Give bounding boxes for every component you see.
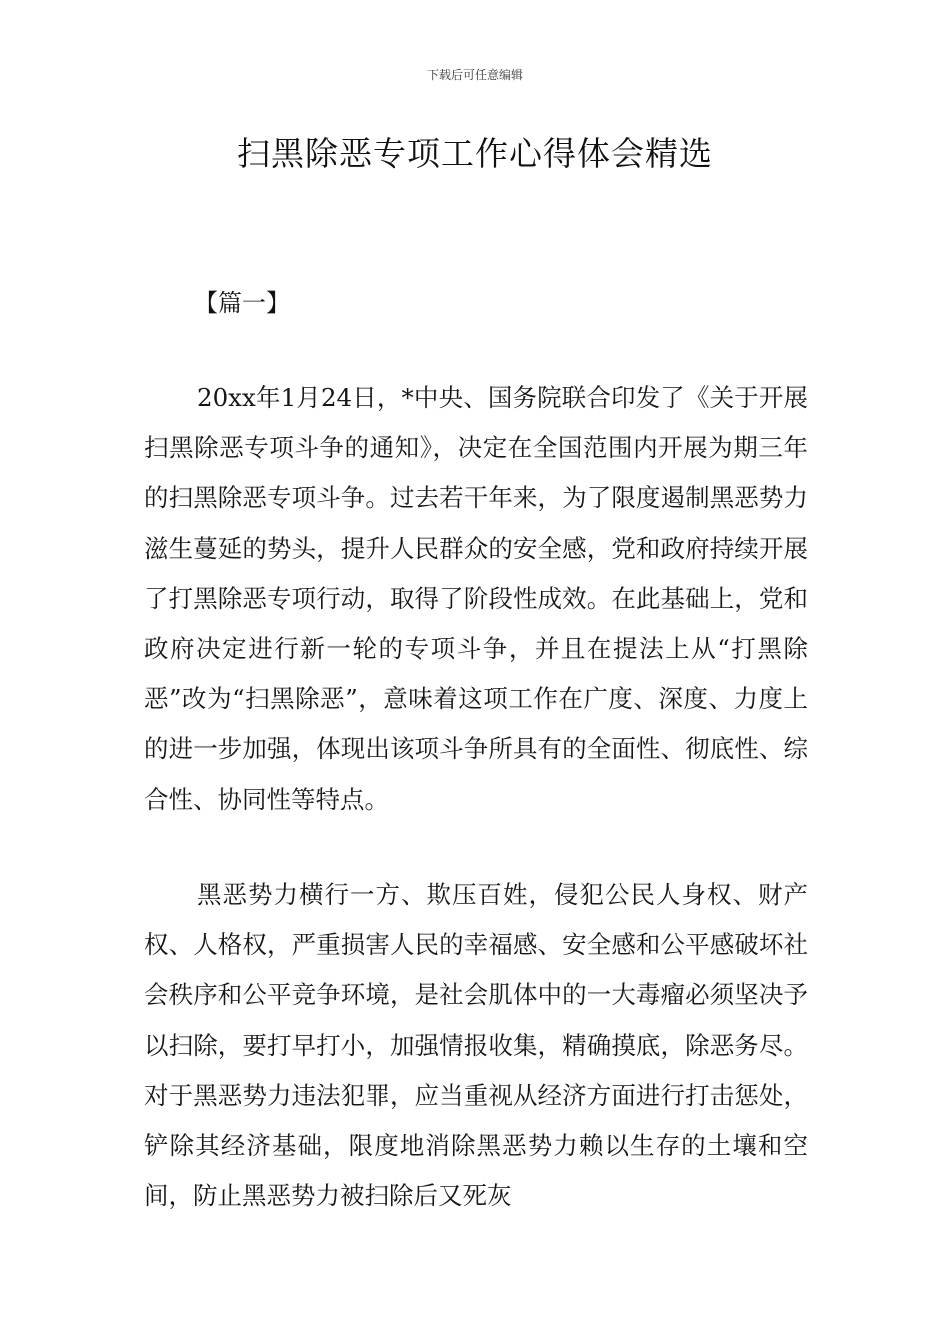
paragraph-1: 20xx年1月24日，*中央、国务院联合印发了《关于开展扫黑除恶专项斗争的通知》，决定在全国范围内开展为期三年的扫黑除恶专项斗争。过去若干年来，为了限度遏制黑恶势力滋生蔓延的势头，提升人民群众的安全感，党和政府持续开展了打黑除恶专项行动，取得了阶段性成效。在此基础上，党和政府决定进行新一轮的专项斗争，并且在提法上从“打黑除恶”改为“扫黑除恶”，意味着这项工作在广度、深度、力度上的进一步加强，体现出该项斗争所具有的全面性、彻底性、综合性、协同性等特点。 bbox=[144, 383, 808, 814]
section-label: 【篇一】 bbox=[194, 289, 290, 317]
page-title: 扫黑除恶专项工作心得体会精选 bbox=[237, 134, 713, 173]
header-note: 下载后可任意编辑 bbox=[426, 68, 523, 82]
paragraph-2: 黑恶势力横行一方、欺压百姓，侵犯公民人身权、财产权、人格权，严重损害人民的幸福感、安全感和公平感破坏社会秩序和公平竞争环境，是社会肌体中的一大毒瘤必须坚决予以扫除，要打早打小，加强情报收集，精确摸底，除恶务尽。对于黑恶势力违法犯罪，应当重视从经济方面进行打击惩处，铲除其经济基础，限度地消除黑恶势力赖以生存的土壤和空间，防止黑恶势力被扫除后又死灰 bbox=[144, 880, 808, 1211]
